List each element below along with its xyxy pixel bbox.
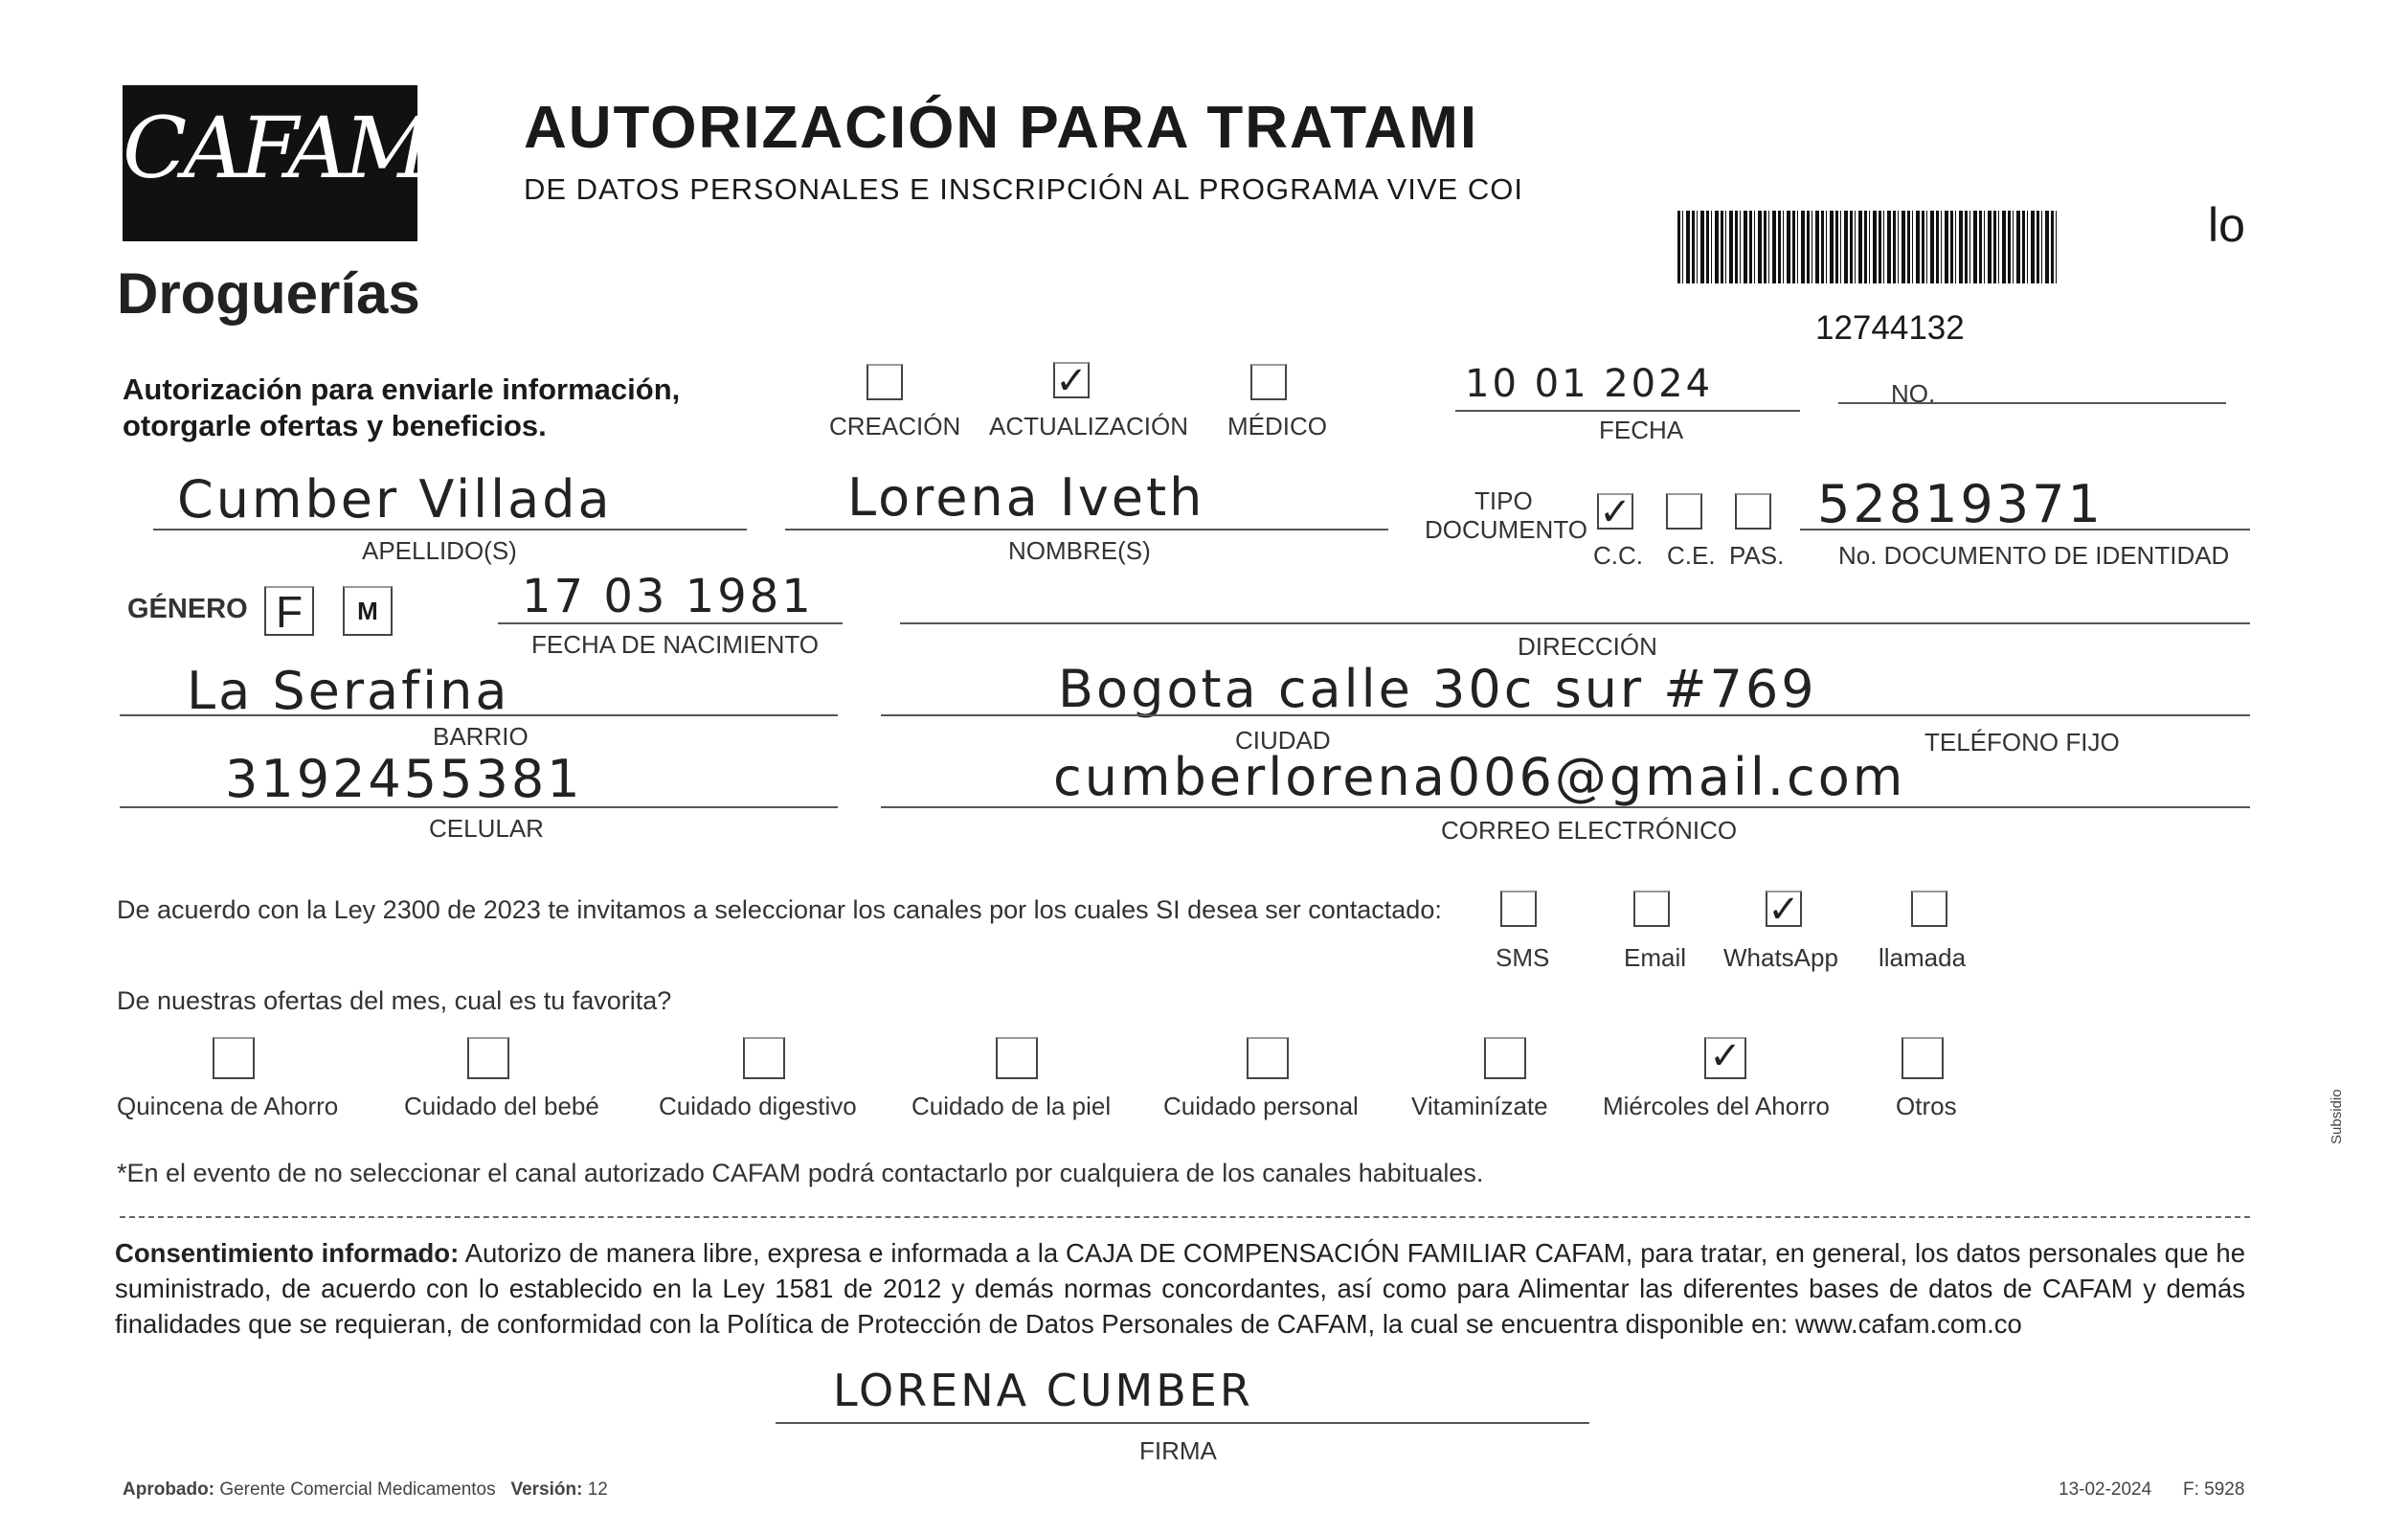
correo-label: CORREO ELECTRÓNICO: [1441, 816, 1738, 845]
offers-note: *En el evento de no seleccionar el canal autorizado CAFAM podrá contactarlo por cualquiera de los canales habituales.: [117, 1159, 1484, 1187]
signature-value[interactable]: LORENA CUMBER: [833, 1365, 1253, 1416]
whatsapp-label: WhatsApp: [1723, 943, 1838, 972]
barcode: [1677, 211, 2059, 283]
genero-f-checkbox[interactable]: [264, 586, 314, 636]
llamada-checkbox[interactable]: [1911, 891, 1947, 927]
logo-text: CAFAM: [123, 99, 427, 197]
creacion-label: CREACIÓN: [829, 412, 961, 440]
barcode-number: 12744132: [1815, 309, 1965, 347]
footer-approval: [123, 1479, 608, 1501]
cafam-logo: [123, 85, 427, 241]
barrio-label: BARRIO: [433, 722, 529, 751]
form-title: AUTORIZACIÓN PARA TRATAMI: [524, 95, 1479, 161]
apellidos-value[interactable]: Cumber Villada: [177, 469, 613, 530]
version-value: 12: [587, 1479, 608, 1500]
correo-line: [881, 806, 2250, 808]
consent-body: Autorizo de manera libre, expresa e informada a la CAJA DE COMPENSACIÓN FAMILIAR CAFAM, para tratar, en general, los datos personales que he suministrado, de acuerdo con lo establecido en la Ley 1581 de 2012 y demás normas concordantes, así como para Alimentar las diferentes bases de datos de CAFAM y demás finalidades que se requieran, de conformidad con la Política de Protección de Datos Personales de CAFAM, la cual se encuentra disponible en: www.cafam.com.co: [115, 1238, 2246, 1339]
ce-label: C.E.: [1667, 541, 1716, 570]
documento-value[interactable]: 52819371: [1817, 474, 2104, 534]
llamada-label: llamada: [1879, 943, 1967, 972]
brand-subtitle: Droguerías: [117, 261, 420, 326]
creacion-checkbox[interactable]: [866, 364, 903, 400]
channels-prompt: De acuerdo con la Ley 2300 de 2023 te invitamos a seleccionar los canales por los cuales SI desea ser contactado:: [117, 895, 1442, 924]
medico-checkbox[interactable]: [1250, 364, 1287, 400]
cc-checkbox[interactable]: ✓: [1597, 493, 1633, 530]
title-fragment: lo: [2208, 198, 2245, 252]
miercoles-checkbox[interactable]: ✓: [1704, 1037, 1746, 1079]
quincena-checkbox[interactable]: [213, 1037, 255, 1079]
email-checkbox[interactable]: [1633, 891, 1670, 927]
authorization-line-1: Autorización para enviarle información,: [123, 372, 681, 406]
fecha-label: FECHA: [1599, 416, 1684, 444]
miercoles-label: Miércoles del Ahorro: [1603, 1092, 1830, 1120]
celular-line: [120, 806, 838, 808]
fecha-nacimiento-label: FECHA DE NACIMIENTO: [531, 630, 820, 659]
vitaminizate-label: Vitaminízate: [1411, 1092, 1548, 1120]
actualizacion-checkbox[interactable]: ✓: [1053, 362, 1090, 398]
ciudad-value[interactable]: Bogota calle 30c sur #769: [1058, 659, 1817, 719]
barrio-value[interactable]: La Serafina: [187, 661, 510, 721]
direccion-label: DIRECCIÓN: [1518, 632, 1657, 661]
consent-paragraph: [115, 1235, 2245, 1342]
piel-checkbox[interactable]: [996, 1037, 1038, 1079]
version-label: Versión:: [510, 1479, 583, 1500]
actualizacion-label: ACTUALIZACIÓN: [989, 412, 1189, 440]
personal-checkbox[interactable]: [1247, 1037, 1289, 1079]
sms-checkbox[interactable]: [1500, 891, 1537, 927]
genero-f-text: F: [275, 587, 304, 637]
sms-label: SMS: [1496, 943, 1550, 972]
documento-label: No. DOCUMENTO DE IDENTIDAD: [1838, 541, 2230, 570]
bebe-checkbox[interactable]: [467, 1037, 509, 1079]
direccion-line[interactable]: [900, 622, 2250, 624]
signature-label: FIRMA: [1139, 1436, 1217, 1465]
ciudad-line: [881, 714, 2250, 716]
bebe-label: Cuidado del bebé: [404, 1092, 599, 1120]
celular-label: CELULAR: [429, 814, 544, 843]
footer-code: F: 5928: [2183, 1479, 2245, 1500]
tipo-label: TIPO: [1474, 486, 1533, 515]
digestivo-checkbox[interactable]: [743, 1037, 785, 1079]
no-label: NO.: [1891, 379, 1936, 408]
side-vertical-text: Subsidio: [2329, 1089, 2345, 1144]
otros-label: Otros: [1896, 1092, 1957, 1120]
aprobado-value: Gerente Comercial Medicamentos: [219, 1479, 496, 1500]
documento-tipo-label: DOCUMENTO: [1425, 515, 1587, 544]
pas-checkbox[interactable]: [1735, 493, 1771, 530]
celular-value[interactable]: 3192455381: [225, 749, 583, 809]
piel-label: Cuidado de la piel: [911, 1092, 1112, 1120]
digestivo-label: Cuidado digestivo: [659, 1092, 857, 1120]
medico-label: MÉDICO: [1227, 412, 1327, 440]
cc-label: C.C.: [1593, 541, 1643, 570]
no-line: [1838, 402, 2226, 404]
telefono-label: TELÉFONO FIJO: [1924, 728, 2120, 756]
footer-date: 13-02-2024: [2059, 1479, 2152, 1500]
genero-label: GÉNERO: [127, 594, 248, 624]
apellidos-line: [153, 529, 747, 530]
vitaminizate-checkbox[interactable]: [1484, 1037, 1526, 1079]
genero-m-checkbox[interactable]: [343, 586, 393, 636]
email-label: Email: [1624, 943, 1687, 972]
personal-label: Cuidado personal: [1163, 1092, 1359, 1120]
nombres-line: [785, 529, 1388, 530]
form-subtitle: DE DATOS PERSONALES E INSCRIPCIÓN AL PROGRAMA VIVE COI: [524, 172, 1523, 206]
ciudad-label: CIUDAD: [1235, 726, 1331, 755]
fecha-nacimiento-line: [498, 622, 843, 624]
consent-heading: Consentimiento informado:: [115, 1238, 460, 1268]
separator-line: [120, 1216, 2250, 1218]
signature-line: [776, 1422, 1589, 1424]
authorization-text: [123, 372, 680, 444]
otros-checkbox[interactable]: [1902, 1037, 1944, 1079]
ce-checkbox[interactable]: [1666, 493, 1702, 530]
nombres-label: NOMBRE(S): [1008, 536, 1151, 565]
apellidos-label: APELLIDO(S): [362, 536, 517, 565]
authorization-line-2: otorgarle ofertas y beneficios.: [123, 409, 547, 442]
fecha-value[interactable]: 10 01 2024: [1465, 362, 1714, 406]
correo-value[interactable]: cumberlorena006@gmail.com: [1053, 747, 1906, 807]
genero-m-text: M: [357, 597, 378, 625]
nombres-value[interactable]: Lorena Iveth: [847, 467, 1205, 528]
quincena-label: Quincena de Ahorro: [117, 1092, 339, 1120]
documento-line: [1800, 529, 2250, 530]
barrio-line: [120, 714, 838, 716]
pas-label: PAS.: [1729, 541, 1785, 570]
fecha-nacimiento-value[interactable]: 17 03 1981: [522, 570, 814, 623]
whatsapp-checkbox[interactable]: ✓: [1766, 891, 1802, 927]
offers-prompt: De nuestras ofertas del mes, cual es tu favorita?: [117, 986, 672, 1015]
aprobado-label: Aprobado:: [123, 1479, 215, 1500]
fecha-line: [1455, 410, 1800, 412]
